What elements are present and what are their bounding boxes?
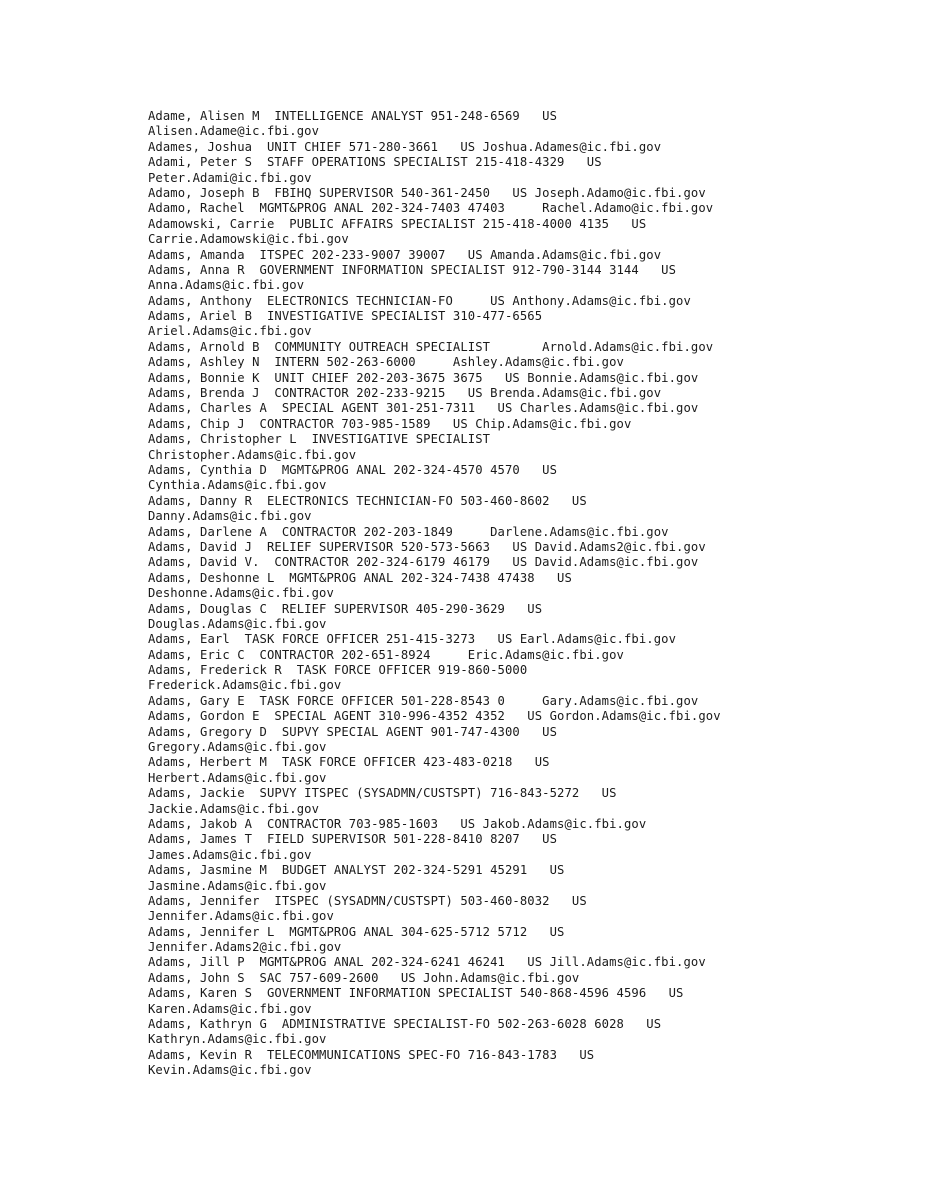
directory-line: Adams, Douglas C RELIEF SUPERVISOR 405-290-3629 US	[148, 601, 543, 616]
directory-line: Adams, Bonnie K UNIT CHIEF 202-203-3675 3675 US Bonnie.Adams@ic.fbi.gov	[148, 370, 699, 385]
directory-line: Adamo, Joseph B FBIHQ SUPERVISOR 540-361-2450 US Joseph.Adamo@ic.fbi.gov	[148, 185, 706, 200]
directory-line: Adames, Joshua UNIT CHIEF 571-280-3661 US Joshua.Adames@ic.fbi.gov	[148, 139, 662, 154]
directory-line: Adams, Brenda J CONTRACTOR 202-233-9215 US Brenda.Adams@ic.fbi.gov	[148, 386, 662, 401]
directory-line: Adams, John S SAC 757-609-2600 US John.Adams@ic.fbi.gov	[148, 970, 580, 985]
directory-line: Adams, Karen S GOVERNMENT INFORMATION SPECIALIST 540-868-4596 4596 US	[148, 986, 684, 1001]
directory-line: Adame, Alisen M INTELLIGENCE ANALYST 951-248-6569 US	[148, 109, 558, 123]
directory-line: Douglas.Adams@ic.fbi.gov	[148, 616, 327, 631]
directory-line: Adamowski, Carrie PUBLIC AFFAIRS SPECIALIST 215-418-4000 4135 US	[148, 216, 647, 231]
directory-line: Adams, Ashley N INTERN 502-263-6000 Ashley.Adams@ic.fbi.gov	[148, 355, 624, 370]
directory-line: Adams, Danny R ELECTRONICS TECHNICIAN-FO 503-460-8602 US	[148, 493, 587, 508]
directory-line: Peter.Adami@ic.fbi.gov	[148, 170, 312, 185]
directory-line: Herbert.Adams@ic.fbi.gov	[148, 770, 327, 785]
directory-line: Jackie.Adams@ic.fbi.gov	[148, 801, 320, 816]
directory-line: Adams, Christopher L INVESTIGATIVE SPECIALIST	[148, 432, 491, 447]
directory-line: Jennifer.Adams@ic.fbi.gov	[148, 909, 334, 924]
directory-line: Adams, Chip J CONTRACTOR 703-985-1589 US Chip.Adams@ic.fbi.gov	[148, 416, 632, 431]
directory-line: James.Adams@ic.fbi.gov	[148, 847, 312, 862]
directory-line: Danny.Adams@ic.fbi.gov	[148, 509, 312, 524]
directory-line: Anna.Adams@ic.fbi.gov	[148, 278, 305, 293]
directory-line: Adams, Jennifer L MGMT&PROG ANAL 304-625-5712 5712 US	[148, 924, 565, 939]
directory-line: Adams, Frederick R TASK FORCE OFFICER 919-860-5000	[148, 663, 528, 678]
directory-line: Adams, Jackie SUPVY ITSPEC (SYSADMN/CUSTSPT) 716-843-5272 US	[148, 786, 617, 801]
directory-line: Adams, David V. CONTRACTOR 202-324-6179 46179 US David.Adams@ic.fbi.gov	[148, 555, 699, 570]
directory-line: Jennifer.Adams2@ic.fbi.gov	[148, 940, 342, 955]
directory-line: Adams, Kathryn G ADMINISTRATIVE SPECIALIST-FO 502-263-6028 6028 US	[148, 1017, 662, 1032]
directory-line: Adams, Anthony ELECTRONICS TECHNICIAN-FO US Anthony.Adams@ic.fbi.gov	[148, 293, 691, 308]
directory-line: Adams, Jakob A CONTRACTOR 703-985-1603 US Jakob.Adams@ic.fbi.gov	[148, 816, 647, 831]
directory-line: Adams, Herbert M TASK FORCE OFFICER 423-483-0218 US	[148, 755, 550, 770]
directory-line: Kathryn.Adams@ic.fbi.gov	[148, 1032, 327, 1047]
directory-line: Adami, Peter S STAFF OPERATIONS SPECIALIST 215-418-4329 US	[148, 155, 602, 170]
directory-line: Adams, Gordon E SPECIAL AGENT 310-996-4352 4352 US Gordon.Adams@ic.fbi.gov	[148, 709, 721, 724]
directory-line: Kevin.Adams@ic.fbi.gov	[148, 1063, 312, 1078]
directory-line: Adams, Charles A SPECIAL AGENT 301-251-7311 US Charles.Adams@ic.fbi.gov	[148, 401, 699, 416]
directory-line: Adams, Jill P MGMT&PROG ANAL 202-324-6241 46241 US Jill.Adams@ic.fbi.gov	[148, 955, 706, 970]
directory-line: Alisen.Adame@ic.fbi.gov	[148, 124, 320, 139]
directory-line: Adams, Earl TASK FORCE OFFICER 251-415-3273 US Earl.Adams@ic.fbi.gov	[148, 632, 677, 647]
directory-line: Adams, Arnold B COMMUNITY OUTREACH SPECIALIST Arnold.Adams@ic.fbi.gov	[148, 339, 714, 354]
directory-line: Adamo, Rachel MGMT&PROG ANAL 202-324-7403 47403 Rachel.Adamo@ic.fbi.gov	[148, 201, 714, 216]
directory-line: Adams, Jennifer ITSPEC (SYSADMN/CUSTSPT) 503-460-8032 US	[148, 893, 587, 908]
directory-line: Adams, Deshonne L MGMT&PROG ANAL 202-324-7438 47438 US	[148, 570, 572, 585]
directory-line: Adams, Darlene A CONTRACTOR 202-203-1849 Darlene.Adams@ic.fbi.gov	[148, 524, 669, 539]
directory-line: Christopher.Adams@ic.fbi.gov	[148, 447, 357, 462]
directory-line: Adams, Ariel B INVESTIGATIVE SPECIALIST 310-477-6565	[148, 309, 543, 324]
directory-line: Adams, Gary E TASK FORCE OFFICER 501-228-8543 0 Gary.Adams@ic.fbi.gov	[148, 693, 699, 708]
directory-line: Adams, David J RELIEF SUPERVISOR 520-573-5663 US David.Adams2@ic.fbi.gov	[148, 539, 706, 554]
directory-line: Adams, James T FIELD SUPERVISOR 501-228-8410 8207 US	[148, 832, 558, 847]
directory-line: Cynthia.Adams@ic.fbi.gov	[148, 478, 327, 493]
directory-page	[148, 109, 908, 1079]
directory-line: Adams, Eric C CONTRACTOR 202-651-8924 Eric.Adams@ic.fbi.gov	[148, 647, 624, 662]
directory-line: Frederick.Adams@ic.fbi.gov	[148, 678, 342, 693]
directory-line: Adams, Anna R GOVERNMENT INFORMATION SPECIALIST 912-790-3144 3144 US	[148, 262, 677, 277]
directory-line: Adams, Cynthia D MGMT&PROG ANAL 202-324-4570 4570 US	[148, 462, 558, 477]
directory-line: Jasmine.Adams@ic.fbi.gov	[148, 878, 327, 893]
directory-line: Carrie.Adamowski@ic.fbi.gov	[148, 232, 349, 247]
directory-line: Adams, Amanda ITSPEC 202-233-9007 39007 US Amanda.Adams@ic.fbi.gov	[148, 247, 662, 262]
directory-line: Karen.Adams@ic.fbi.gov	[148, 1001, 312, 1016]
directory-line: Ariel.Adams@ic.fbi.gov	[148, 324, 312, 339]
directory-line: Gregory.Adams@ic.fbi.gov	[148, 740, 327, 755]
directory-line: Adams, Jasmine M BUDGET ANALYST 202-324-5291 45291 US	[148, 863, 565, 878]
directory-line: Adams, Kevin R TELECOMMUNICATIONS SPEC-FO 716-843-1783 US	[148, 1047, 595, 1062]
directory-line: Adams, Gregory D SUPVY SPECIAL AGENT 901-747-4300 US	[148, 724, 558, 739]
directory-line: Deshonne.Adams@ic.fbi.gov	[148, 586, 334, 601]
